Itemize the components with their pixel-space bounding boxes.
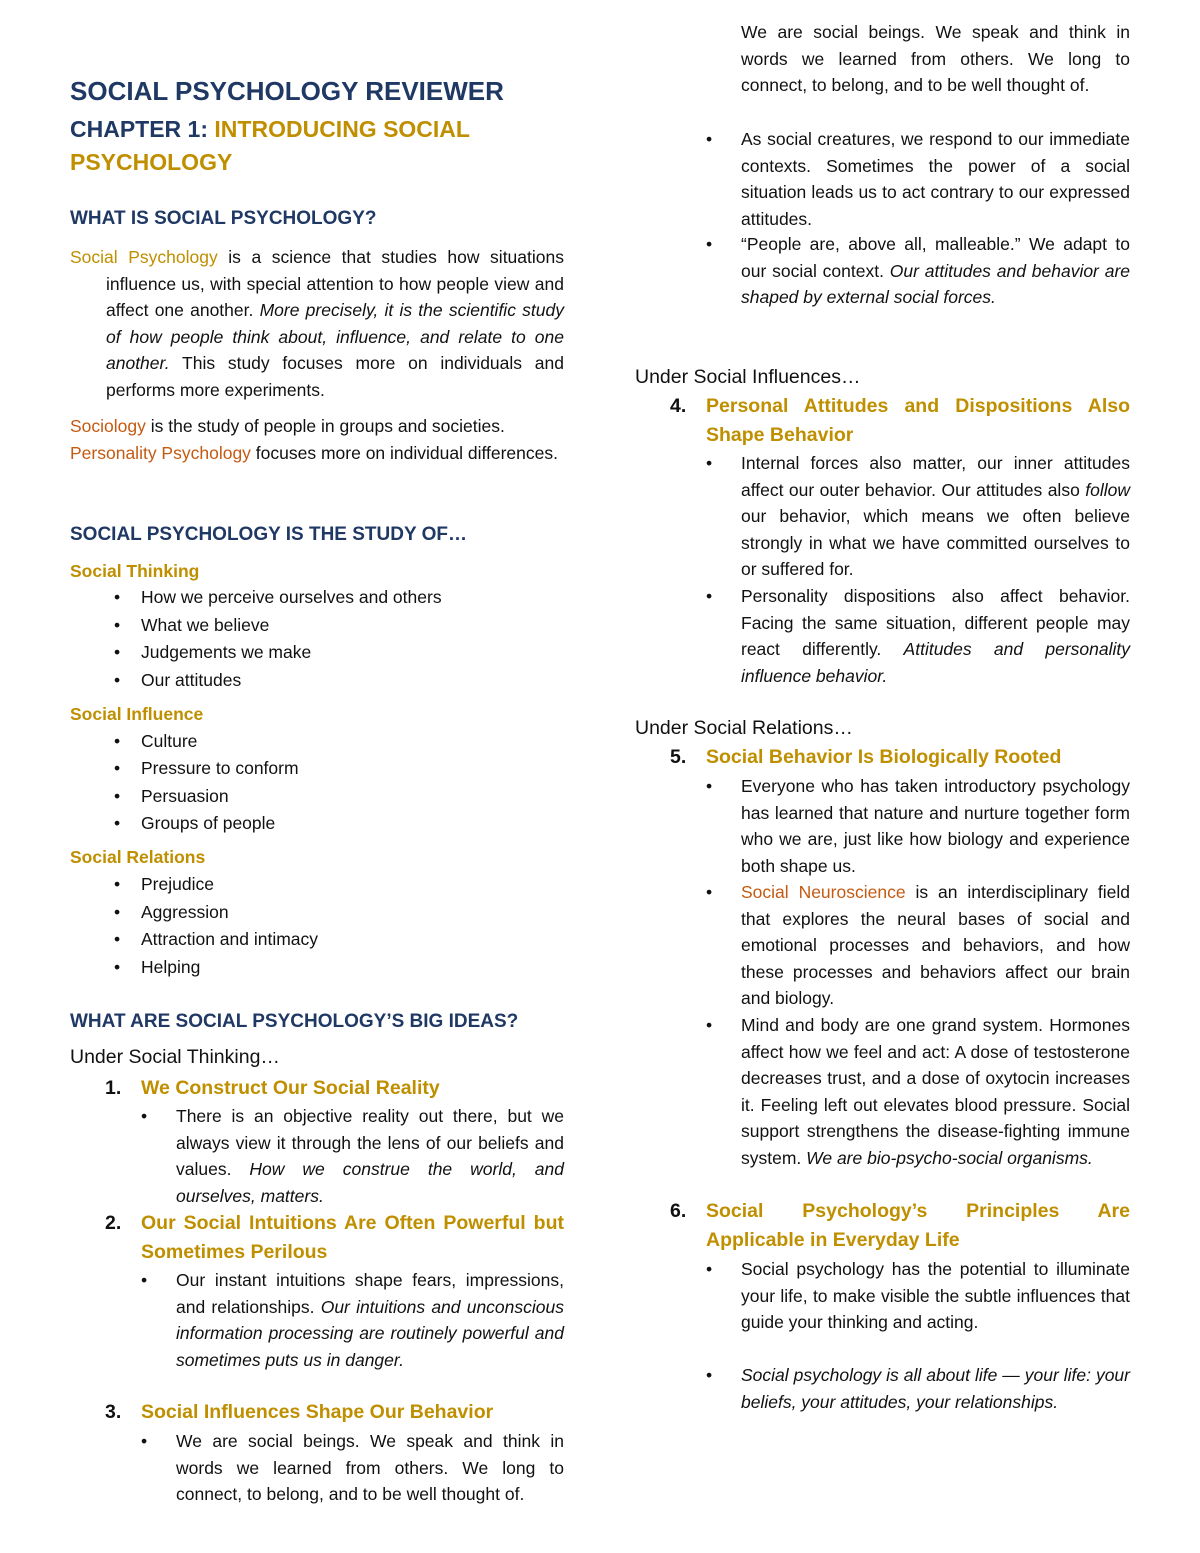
list-item bbox=[70, 926, 564, 954]
list-item bbox=[70, 728, 564, 756]
bullet-icon: • bbox=[114, 874, 121, 894]
idea-title-text: Social Behavior Is Biologically Rooted bbox=[706, 746, 1062, 768]
idea-number: 2. bbox=[105, 1212, 122, 1234]
bullet-icon: • bbox=[706, 1259, 713, 1279]
study-of-heading: SOCIAL PSYCHOLOGY IS THE STUDY OF… bbox=[70, 524, 467, 545]
bullet-icon: • bbox=[706, 1365, 713, 1385]
idea-number: 6. bbox=[670, 1200, 687, 1222]
idea-1-title bbox=[70, 1074, 564, 1103]
list-item-text: Persuasion bbox=[141, 786, 229, 806]
list-item bbox=[70, 639, 564, 667]
bullet-italic: Our attitudes and behavior are shaped by external social forces. bbox=[741, 260, 1130, 307]
bullet-text: Personality dispositions also affect behavior. Facing the same situation, different people may react differently. bbox=[741, 586, 1130, 659]
list-item-text: Aggression bbox=[141, 902, 229, 922]
idea-number: 5. bbox=[670, 746, 687, 768]
bullet-italic: Attitudes and personality influence behavior. bbox=[741, 639, 1130, 686]
bullet-italic: How we construe the world, and ourselves, matters. bbox=[176, 1159, 564, 1206]
list-item-text: Helping bbox=[141, 957, 201, 977]
bullet-icon: • bbox=[114, 813, 121, 833]
bullet-icon: • bbox=[114, 615, 121, 635]
idea-5-bullet-2 bbox=[635, 879, 1130, 1012]
idea-number: 1. bbox=[105, 1077, 122, 1099]
bullet-italic: We are bio-psycho-social organisms. bbox=[806, 1147, 1093, 1168]
idea-title-text: Personal Attitudes and Dispositions Also Shape Behavior bbox=[706, 395, 1130, 446]
soc-def: is the study of people in groups and societies. bbox=[145, 416, 505, 436]
bullet-icon: • bbox=[706, 586, 713, 606]
what-is-heading: WHAT IS SOCIAL PSYCHOLOGY? bbox=[70, 208, 377, 229]
bullet-icon: • bbox=[114, 957, 121, 977]
personality-term: Personality Psychology bbox=[70, 443, 251, 463]
bullet-icon: • bbox=[114, 587, 121, 607]
bullet-icon: • bbox=[114, 670, 121, 690]
sociology-definition bbox=[70, 413, 564, 440]
social-neuroscience-term: Social Neuroscience bbox=[741, 882, 906, 902]
idea-4-bullet-1 bbox=[635, 450, 1130, 583]
bullet-italic: Social psychology is all about life — your life: your beliefs, your attitudes, your relationships. bbox=[741, 1365, 1130, 1412]
idea-6-bullet-2 bbox=[635, 1362, 1130, 1415]
list-item-text: Pressure to conform bbox=[141, 758, 299, 778]
bullet-italic: follow bbox=[1085, 479, 1130, 500]
bullet-icon: • bbox=[706, 129, 713, 149]
idea-title-text: We Construct Our Social Reality bbox=[141, 1077, 440, 1099]
idea-2-title bbox=[70, 1209, 564, 1267]
bullet-text-continued: We are social beings. We speak and think in words we learned from others. We long to connect, to belong, and to be well thought of. bbox=[741, 22, 1130, 95]
list-item bbox=[70, 810, 564, 838]
list-item bbox=[70, 584, 564, 612]
list-item-text: Groups of people bbox=[141, 813, 276, 833]
personality-definition bbox=[70, 440, 564, 467]
list-item-text: Culture bbox=[141, 731, 198, 751]
idea-number: 3. bbox=[105, 1401, 122, 1423]
bullet-icon: • bbox=[114, 758, 121, 778]
bullet-text: our behavior, which means we often believe strongly in what we have committed ourselves to or suffered for. bbox=[741, 506, 1130, 579]
bullet-icon: • bbox=[706, 453, 713, 473]
bullet-icon: • bbox=[114, 902, 121, 922]
idea-6-bullet-1 bbox=[635, 1256, 1130, 1336]
bullet-icon: • bbox=[141, 1106, 148, 1126]
idea-5-bullet-3 bbox=[635, 1012, 1130, 1171]
list-item bbox=[70, 954, 564, 982]
bullet-text: Mind and body are one grand system. Hormones affect how we feel and act: A dose of testosterone decreases trust, and a dose of oxytocin increases it. Feeling left out elevates blood pressure. Social support strengthens the disease-fighting immune system. bbox=[741, 1015, 1130, 1168]
list-item bbox=[70, 755, 564, 783]
bullet-text: Our instant intuitions shape fears, impressions, and relationships. bbox=[176, 1270, 564, 1317]
bullet-text: Social psychology has the potential to illuminate your life, to make visible the subtle influences that guide your thinking and acting. bbox=[741, 1259, 1130, 1332]
list-item-text: Judgements we make bbox=[141, 642, 312, 662]
bullet-text: We are social beings. We speak and think in words we learned from others. We long to connect, to belong, and to be well thought of. bbox=[176, 1431, 564, 1504]
under-social-influences: Under Social Influences… bbox=[635, 366, 861, 388]
bullet-text: There is an objective reality out there, but we always view it through the lens of our beliefs and values. bbox=[176, 1106, 564, 1179]
pers-def: focuses more on individual differences. bbox=[250, 443, 558, 463]
bullet-icon: • bbox=[114, 786, 121, 806]
idea-3-bullet-1-part1 bbox=[70, 1428, 564, 1504]
big-ideas-heading: WHAT ARE SOCIAL PSYCHOLOGY’S BIG IDEAS? bbox=[70, 1011, 519, 1032]
social-psychology-term: Social Psychology bbox=[70, 247, 218, 267]
list-item bbox=[70, 612, 564, 640]
chapter-heading bbox=[70, 113, 470, 179]
bullet-icon: • bbox=[114, 731, 121, 751]
bullet-text: Everyone who has taken introductory psychology has learned that nature and nurture together form who we are, just like how biology and experience both shape us. bbox=[741, 776, 1130, 876]
idea-3-title bbox=[70, 1398, 564, 1427]
bullet-icon: • bbox=[141, 1431, 148, 1451]
idea-5-bullet-1 bbox=[635, 773, 1130, 879]
list-item-text: Attraction and intimacy bbox=[141, 929, 319, 949]
document-title: SOCIAL PSYCHOLOGY REVIEWER bbox=[70, 76, 504, 106]
idea-4-title bbox=[635, 392, 1130, 450]
idea-5-title bbox=[635, 743, 1130, 772]
bullet-icon: • bbox=[114, 642, 121, 662]
list-item-text: How we perceive ourselves and others bbox=[141, 587, 442, 607]
bullet-icon: • bbox=[706, 776, 713, 796]
idea-4-bullet-2 bbox=[635, 583, 1130, 689]
under-social-relations: Under Social Relations… bbox=[635, 717, 853, 739]
bullet-text: “People are, above all, malleable.” We adapt to our social context. bbox=[741, 234, 1130, 281]
list-item-text: What we believe bbox=[141, 615, 270, 635]
bullet-icon: • bbox=[706, 882, 713, 902]
idea-1-bullet bbox=[70, 1103, 564, 1209]
idea-title-text: Our Social Intuitions Are Often Powerful but Sometimes Perilous bbox=[141, 1212, 564, 1263]
idea-3-bullet-2 bbox=[635, 126, 1130, 232]
chapter-name-line2: PSYCHOLOGY bbox=[70, 149, 233, 175]
list-item-text: Prejudice bbox=[141, 874, 214, 894]
sociology-term: Sociology bbox=[70, 416, 146, 436]
bullet-icon: • bbox=[141, 1270, 148, 1290]
group-label-relations: Social Relations bbox=[70, 847, 206, 867]
list-item bbox=[70, 667, 564, 695]
idea-title-text: Social Psychology’s Principles Are Applicable in Everyday Life bbox=[706, 1200, 1130, 1251]
group-label-thinking: Social Thinking bbox=[70, 561, 200, 581]
idea-6-title bbox=[635, 1197, 1130, 1255]
bullet-icon: • bbox=[114, 929, 121, 949]
under-social-thinking: Under Social Thinking… bbox=[70, 1046, 280, 1068]
sp-def: is a science that studies how situations influence us, with special attention to how people view and affect one another. bbox=[106, 247, 564, 320]
social-psychology-definition bbox=[70, 244, 564, 403]
list-item bbox=[70, 871, 564, 899]
idea-3-bullet-3 bbox=[635, 231, 1130, 311]
bullet-text: As social creatures, we respond to our immediate contexts. Sometimes the power of a social situation leads us to act contrary to our expressed attitudes. bbox=[741, 129, 1130, 229]
list-item-text: Our attitudes bbox=[141, 670, 242, 690]
chapter-label: CHAPTER 1 bbox=[70, 116, 201, 142]
idea-title-text: Social Influences Shape Our Behavior bbox=[141, 1401, 494, 1423]
chapter-sep: : bbox=[200, 116, 215, 142]
list-item bbox=[70, 899, 564, 927]
idea-number: 4. bbox=[670, 395, 687, 417]
bullet-icon: • bbox=[706, 234, 713, 254]
sp-rest: This study focuses more on individuals and performs more experiments. bbox=[106, 353, 564, 400]
group-label-influence: Social Influence bbox=[70, 704, 204, 724]
bullet-text: Internal forces also matter, our inner attitudes affect our outer behavior. Our attitudes also bbox=[741, 453, 1130, 500]
bullet-text: is an interdisciplinary field that explores the neural bases of social and emotional processes and behaviors, and how these processes and behaviors affect our brain and biology. bbox=[741, 882, 1130, 1008]
list-item bbox=[70, 783, 564, 811]
idea-3-bullet-1-part2 bbox=[635, 22, 1130, 125]
bullet-italic: Our intuitions and unconscious information processing are routinely powerful and sometimes puts us in danger. bbox=[176, 1296, 564, 1370]
chapter-name-line1: INTRODUCING SOCIAL bbox=[214, 116, 470, 142]
sp-italic: More precisely, it is the scientific study of how people think about, influence, and relate to one another. bbox=[106, 300, 564, 373]
idea-2-bullet bbox=[70, 1267, 564, 1373]
bullet-icon: • bbox=[706, 1015, 713, 1035]
